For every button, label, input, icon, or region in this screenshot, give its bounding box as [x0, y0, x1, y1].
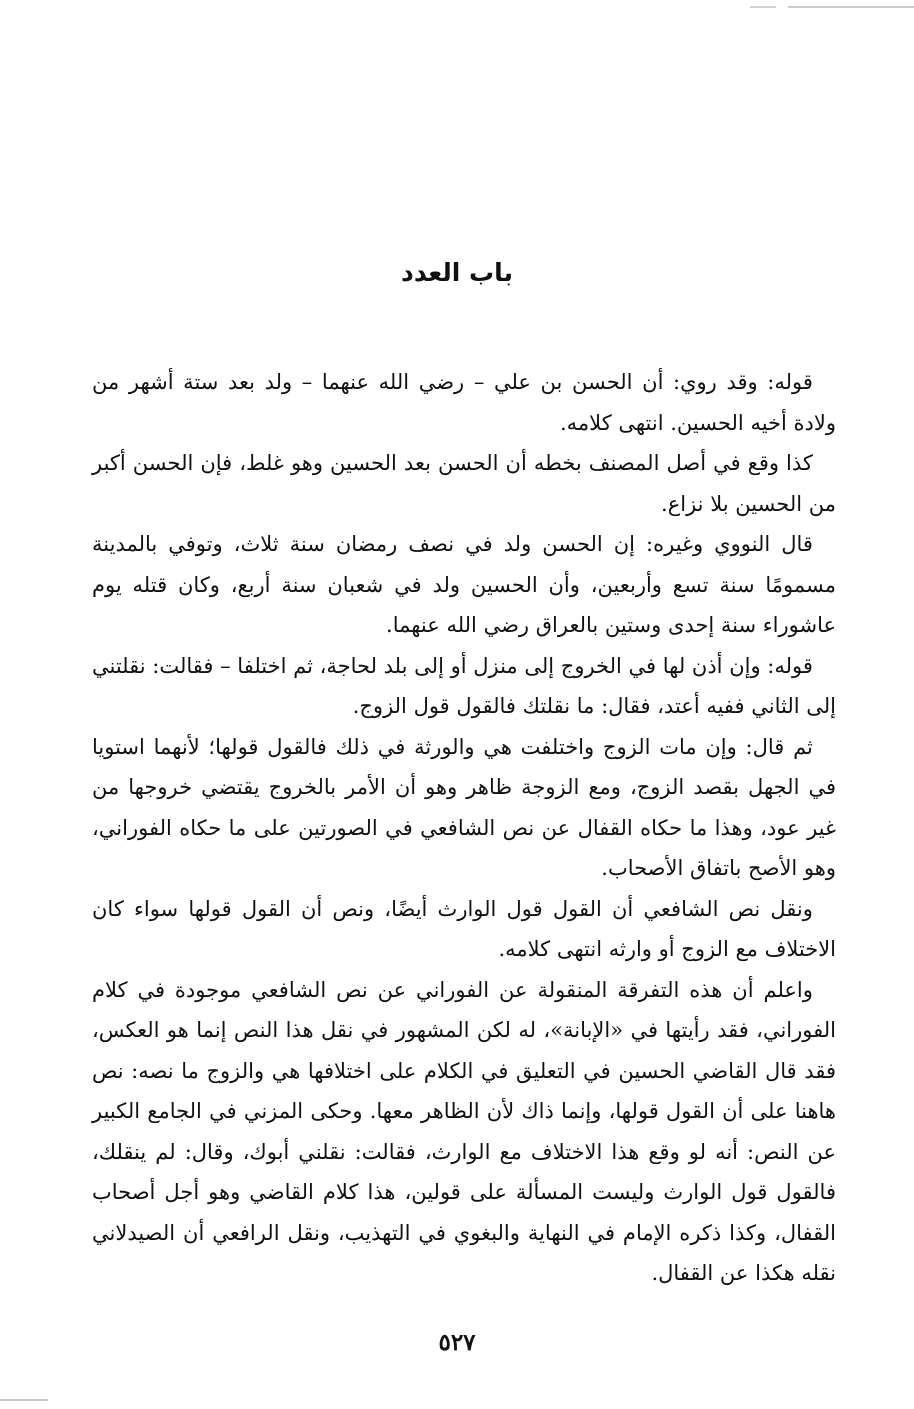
page-body [92, 362, 836, 1294]
paragraph-3: قال النووي وغيره: إن الحسن ولد في نصف رمضان سنة ثلاث، وتوفي بالمدينة مسمومًا سنة تسع وأربعين، وأن الحسين ولد في شعبان سنة أربع، وكان قتله يوم عاشوراء سنة إحدى وستين بالعراق رضي الله عنهما. [92, 532, 836, 637]
paragraph-4: قوله: وإن أذن لها في الخروج إلى منزل أو إلى بلد لحاجة، ثم اختلفا – فقالت: نقلتني إلى الثاني ففيه أعتد، فقال: ما نقلتك فالقول قول الزوج. [92, 653, 836, 718]
paragraph-6: ونقل نص الشافعي أن القول قول الوارث أيضًا، ونص أن القول قولها سواء كان الاختلاف مع الزوج أو وارثه انتهى كلامه. [92, 896, 836, 961]
scan-edge-line-bottom [0, 1399, 48, 1401]
page-title: باب العدد [401, 258, 513, 287]
paragraph-1: قوله: وقد روي: أن الحسن بن علي – رضي الله عنهما – ولد بعد ستة أشهر من ولادة أخيه الحسين. انتهى كلامه. [92, 370, 836, 435]
scan-edge-line-top [788, 6, 914, 8]
paragraph-2: كذا وقع في أصل المصنف بخطه أن الحسن بعد الحسين وهو غلط، فإن الحسن أكبر من الحسين بلا نزاع. [92, 451, 836, 516]
paragraph-5: ثم قال: وإن مات الزوج واختلفت هي والورثة في ذلك فالقول قولها؛ لأنهما استويا في الجهل بقصد الزوج، ومع الزوجة ظاهر وهو أن الأمر بالخروج يقتضي خروجها من غير عود، وهذا ما حكاه القفال عن نص الشافعي في الصورتين على ما حكاه الفوراني، وهو الأصح باتفاق الأصحاب. [92, 734, 836, 880]
page-number: ٥٢٧ [438, 1329, 476, 1356]
paragraph-7: واعلم أن هذه التفرقة المنقولة عن الفوراني عن نص الشافعي موجودة في كلام الفوراني، فقد رأيتها في «الإبانة»، له لكن المشهور في نقل هذا النص إنما هو العكس، فقد قال القاضي الحسين في التعليق في الكلام على اختلافها هي والزوج ما نصه: نص هاهنا على أن القول قولها، وإنما ذاك لأن الظاهر معها. وحكى المزني في الجامع الكبير عن النص: أنه لو وقع هذا الاختلاف مع الوارث، فقالت: نقلني أبوك، وقال: لم ينقلك، فالقول قول الوارث وليست المسألة على قولين، هذا كلام القاضي وهو أجل أصحاب القفال، وكذا ذكره الإمام في النهاية والبغوي في التهذيب، ونقل الرافعي أن الصيدلاني نقله هكذا عن القفال. [92, 977, 836, 1285]
